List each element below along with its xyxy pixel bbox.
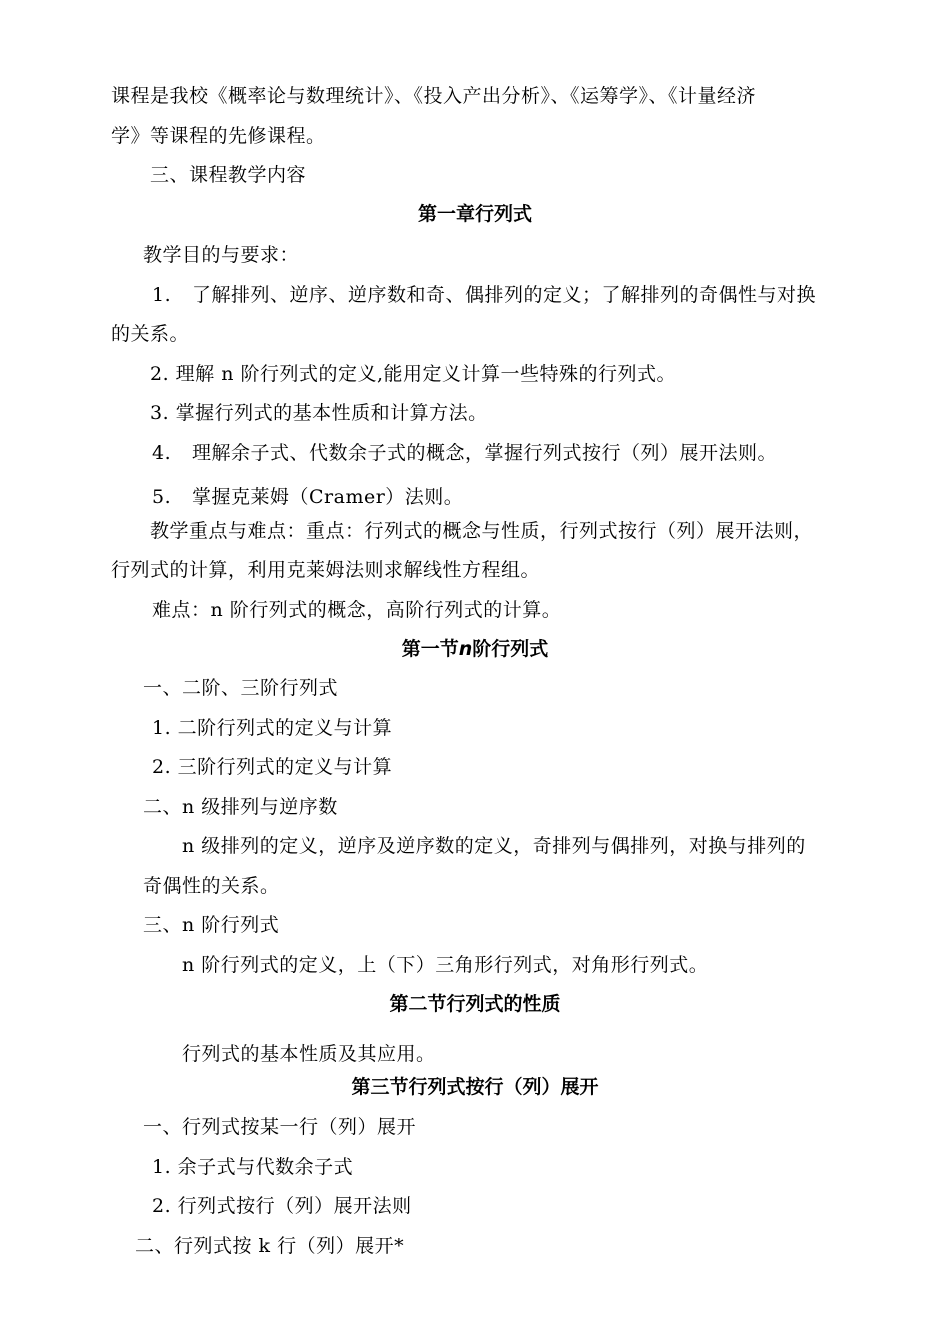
section-3-item-2: 二、行列式按 k 行（列）展开*: [135, 1235, 405, 1257]
section-1-heading-suffix: 阶行列式: [472, 638, 549, 660]
difficulty: 难点：n 阶行列式的概念，高阶行列式的计算。: [152, 599, 562, 621]
intro-line-2: 学》等课程的先修课程。: [111, 125, 326, 147]
section-3-heading: 第三节行列式按行（列）展开: [351, 1076, 599, 1098]
section-1-heading-prefix: 第一节: [401, 638, 459, 660]
section-3-item-1-1: 1. 余子式与代数余子式: [152, 1156, 354, 1178]
chapter-1-heading: 第一章行列式: [417, 203, 532, 225]
objective-1-number: 1.: [152, 284, 172, 306]
section-1-item-1: 一、二阶、三阶行列式: [143, 677, 339, 699]
section-1-item-1-1: 1. 二阶行列式的定义与计算: [152, 717, 393, 739]
section-2-text: 行列式的基本性质及其应用。: [182, 1043, 436, 1065]
objective-4-number: 4.: [152, 442, 172, 464]
intro-line-1: 课程是我校《概率论与数理统计》、《投入产出分析》、《运筹学》、《计量经济: [111, 85, 757, 107]
objective-1-line-1: 了解排列、逆序、逆序数和奇、偶排列的定义；了解排列的奇偶性与对换: [192, 284, 817, 306]
objective-3: 3. 掌握行列式的基本性质和计算方法。: [150, 402, 488, 424]
section-3-item-1: 一、行列式按某一行（列）展开: [143, 1116, 417, 1138]
section-1-item-2-line-1: n 级排列的定义，逆序及逆序数的定义，奇排列与偶排列，对换与排列的: [182, 835, 806, 857]
objective-4: 理解余子式、代数余子式的概念，掌握行列式按行（列）展开法则。: [192, 442, 778, 464]
objective-5: 掌握克莱姆（Cramer）法则。: [192, 486, 464, 508]
section-1-heading-variable: n: [458, 638, 473, 660]
section-3-item-1-2: 2. 行列式按行（列）展开法则: [152, 1195, 412, 1217]
section-1-item-3-text: n 阶行列式的定义，上（下）三角形行列式，对角形行列式。: [182, 954, 709, 976]
section-1-item-3: 三、n 阶行列式: [143, 914, 280, 936]
section-title-course-content: 三、课程教学内容: [150, 164, 307, 186]
section-1-item-2: 二、n 级排列与逆序数: [143, 796, 338, 818]
objectives-label: 教学目的与要求：: [143, 244, 300, 266]
section-1-heading: [0, 637, 950, 661]
keypoints-line-2: 行列式的计算，利用克莱姆法则求解线性方程组。: [111, 559, 541, 581]
objective-2: 2. 理解 n 阶行列式的定义,能用定义计算一些特殊的行列式。: [150, 363, 677, 385]
section-1-item-2-line-2: 奇偶性的关系。: [143, 875, 280, 897]
keypoints-line-1: 教学重点与难点：重点：行列式的概念与性质，行列式按行（列）展开法则，: [150, 520, 814, 542]
section-2-heading: 第二节行列式的性质: [389, 993, 561, 1015]
objective-1-line-2: 的关系。: [111, 323, 190, 345]
objective-5-number: 5.: [152, 486, 172, 508]
section-1-item-1-2: 2. 三阶行列式的定义与计算: [152, 756, 393, 778]
